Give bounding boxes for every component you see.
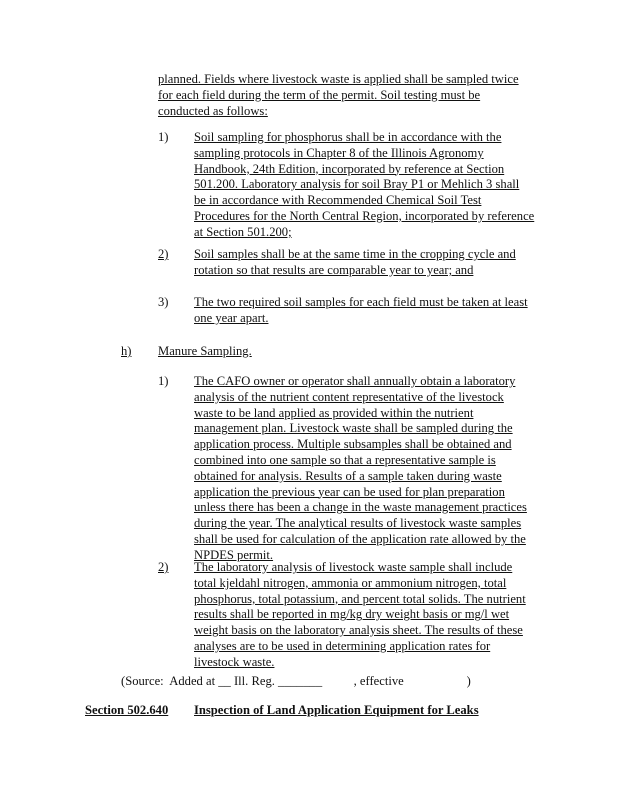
item-line: combined into one sample so that a representative sample is <box>194 452 496 467</box>
item-line: 501.200. Laboratory analysis for soil Bray P1 or Mehlich 3 shall <box>194 177 520 192</box>
manure-sampling-item-2 <box>194 560 526 671</box>
intro-line: conducted as follows: <box>158 103 268 118</box>
soil-sampling-item-1 <box>194 130 534 241</box>
item-line: The two required soil samples for each field must be taken at least <box>194 295 528 309</box>
item-line: shall be used for calculation of the application rate allowed by the <box>194 531 526 546</box>
item-line: weight basis on the laboratory analysis sheet. The results of these <box>194 623 523 638</box>
item-line: at Section 501.200; <box>194 224 292 239</box>
item-number: 2) <box>158 247 169 261</box>
subsection-letter: h) <box>121 344 132 358</box>
item-line: application the previous year can be used for plan preparation <box>194 484 505 499</box>
item-line: analysis of the nutrient content representative of the livestock <box>194 389 504 404</box>
item-number: 1) <box>158 374 169 388</box>
intro-line: for each field during the term of the permit. Soil testing must be <box>158 87 481 102</box>
item-line: Soil sampling for phosphorus shall be in accordance with the <box>194 130 502 144</box>
source-note: (Source: Added at __ Ill. Reg. _______ , effective ) <box>121 674 471 688</box>
item-line: Handbook, 24th Edition, incorporated by reference at Section <box>194 161 505 176</box>
item-line: unless there has been a change in the waste management practices <box>194 500 527 515</box>
item-line: rotation so that results are comparable year to year; and <box>194 262 474 277</box>
section-number: Section 502.640 <box>85 703 169 717</box>
intro-line: planned. Fields where livestock waste is applied shall be sampled twice <box>158 72 519 86</box>
item-line: NPDES permit. <box>194 547 274 562</box>
item-line: total kjeldahl nitrogen, ammonia or ammonium nitrogen, total <box>194 575 507 590</box>
item-number: 2) <box>158 560 169 574</box>
item-line: management plan. Livestock waste shall be sampled during the <box>194 421 513 436</box>
intro-paragraph <box>158 72 519 119</box>
soil-sampling-item-3 <box>194 295 528 327</box>
item-line: The laboratory analysis of livestock waste sample shall include <box>194 560 513 574</box>
item-line: results shall be reported in mg/kg dry weight basis or mg/l wet <box>194 607 510 622</box>
item-line: be in accordance with Recommended Chemical Soil Test <box>194 193 482 208</box>
item-line: obtained for analysis. Results of a sample taken during waste <box>194 468 502 483</box>
soil-sampling-item-2 <box>194 247 516 279</box>
item-line: sampling protocols in Chapter 8 of the Illinois Agronomy <box>194 145 484 160</box>
item-line: waste to be land applied as provided within the nutrient <box>194 405 474 420</box>
item-line: one year apart. <box>194 310 269 325</box>
manure-sampling-item-1 <box>194 374 527 564</box>
item-number: 1) <box>158 130 169 144</box>
item-line: Procedures for the North Central Region, incorporated by reference <box>194 208 535 223</box>
item-line: The CAFO owner or operator shall annually obtain a laboratory <box>194 374 516 388</box>
item-number: 3) <box>158 295 169 309</box>
item-line: Soil samples shall be at the same time in the cropping cycle and <box>194 247 516 261</box>
item-line: phosphorus, total potassium, and percent total solids. The nutrient <box>194 591 526 606</box>
subsection-title: Manure Sampling. <box>158 344 252 358</box>
item-line: analyses are to be used in determining application rates for <box>194 638 491 653</box>
section-title: Inspection of Land Application Equipment for Leaks <box>194 703 479 717</box>
item-line: livestock waste. <box>194 654 275 669</box>
item-line: application process. Multiple subsamples shall be obtained and <box>194 437 512 452</box>
item-line: during the year. The analytical results of livestock waste samples <box>194 516 522 531</box>
